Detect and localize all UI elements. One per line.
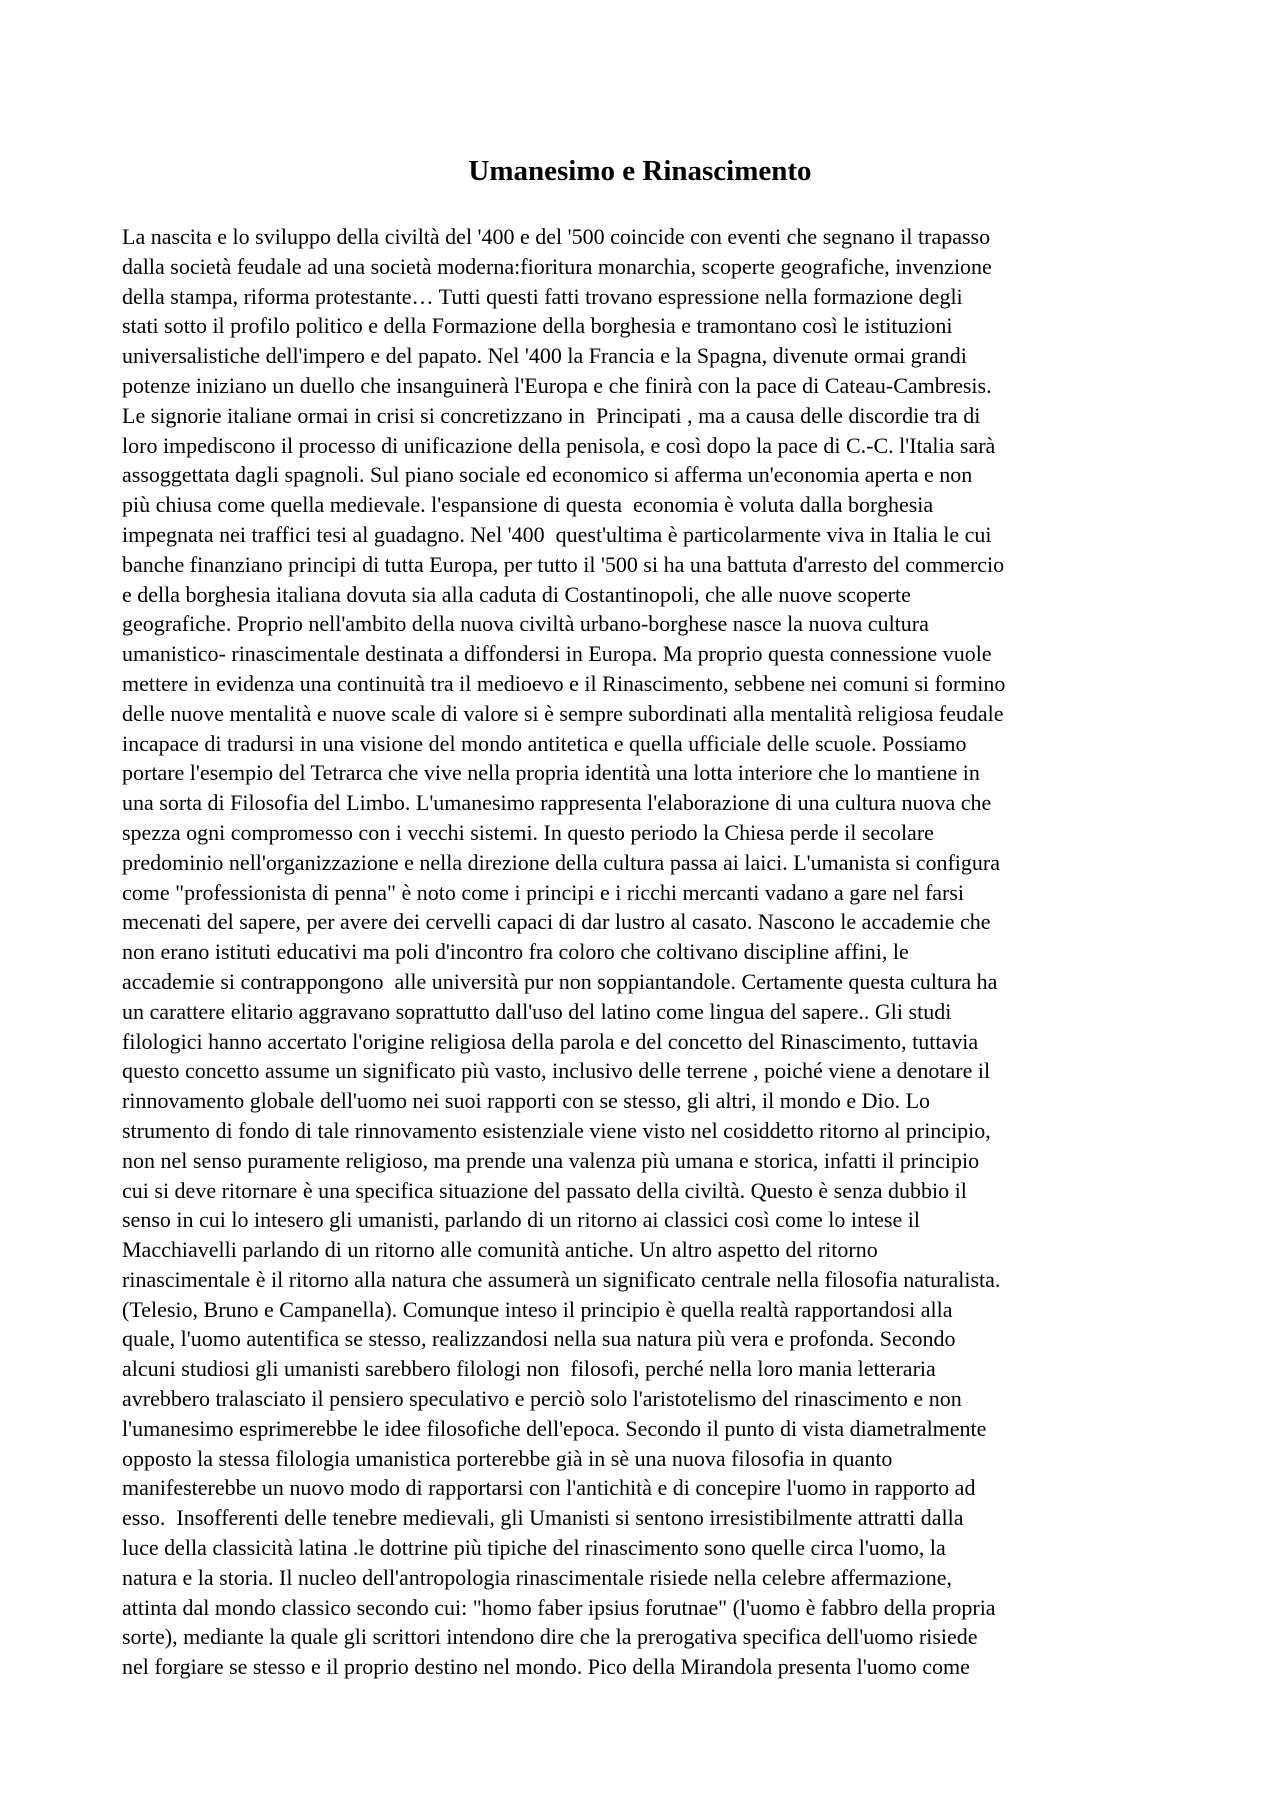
text-line: spezza ogni compromesso con i vecchi sistemi. In questo periodo la Chiesa perde il secolare	[122, 819, 934, 845]
text-line: senso in cui lo intesero gli umanisti, parlando di un ritorno ai classici così come lo intese il	[122, 1207, 920, 1233]
text-line: accademie si contrappongono alle università pur non soppiantandole. Certamente questa cultura ha	[122, 968, 998, 994]
text-line: Le signorie italiane ormai in crisi si concretizzano in Principati , ma a causa delle discordie tra di	[122, 402, 981, 428]
text-line: non nel senso puramente religioso, ma prende una valenza più umana e storica, infatti il principio	[122, 1147, 980, 1173]
text-line: e della borghesia italiana dovuta sia alla caduta di Costantinopoli, che alle nuove scoperte	[122, 581, 911, 607]
text-line: esso. Insofferenti delle tenebre medievali, gli Umanisti si sentono irresistibilmente attratti dalla	[122, 1505, 964, 1531]
text-line: umanistico- rinascimentale destinata a diffondersi in Europa. Ma proprio questa connessione vuole	[122, 641, 992, 667]
text-line: universalistiche dell'impero e del papato. Nel '400 la Francia e la Spagna, divenute ormai grandi	[122, 343, 967, 369]
text-line: assoggettata dagli spagnoli. Sul piano sociale ed economico si afferma un'economia aperta e non	[122, 462, 973, 488]
text-line: sorte), mediante la quale gli scrittori intendono dire che la prerogativa specifica dell'uomo risiede	[122, 1624, 978, 1650]
page-title: Umanesimo e Rinascimento	[468, 155, 812, 187]
text-line: rinnovamento globale dell'uomo nei suoi rapporti con se stesso, gli altri, il mondo e Dio. Lo	[122, 1088, 931, 1114]
text-line: Macchiavelli parlando di un ritorno alle comunità antiche. Un altro aspetto del ritorno	[122, 1237, 878, 1263]
text-line: filologici hanno accertato l'origine religiosa della parola e del concetto del Rinascimento, tuttavia	[122, 1028, 979, 1054]
text-line: La nascita e lo sviluppo della civiltà del '400 e del '500 coincide con eventi che segnano il trapasso	[122, 224, 991, 249]
text-line: mettere in evidenza una continuità tra il medioevo e il Rinascimento, sebbene nei comuni si formino	[122, 670, 1006, 696]
text-line: più chiusa come quella medievale. l'espansione di questa economia è voluta dalla borghesia	[122, 492, 934, 518]
text-line: delle nuove mentalità e nuove scale di valore si è sempre subordinati alla mentalità religiosa feudale	[122, 700, 1004, 726]
text-line: banche finanziano principi di tutta Europa, per tutto il '500 si ha una battuta d'arresto del commercio	[122, 551, 1005, 577]
text-line: cui si deve ritornare è una specifica situazione del passato della civiltà. Questo è senza dubbio il	[122, 1177, 967, 1203]
text-line: attinta dal mondo classico secondo cui: "homo faber ipsius forutnae" (l'uomo è fabbro della propria	[122, 1594, 996, 1620]
text-line: nel forgiare se stesso e il proprio destino nel mondo. Pico della Mirandola presenta l'uomo come	[122, 1654, 970, 1680]
text-line: alcuni studiosi gli umanisti sarebbero filologi non filosofi, perché nella loro mania letteraria	[122, 1356, 936, 1382]
text-line: opposto la stessa filologia umanistica porterebbe già in sè una nuova filosofia in quanto	[122, 1445, 893, 1471]
text-line: come "professionista di penna" è noto come i principi e i ricchi mercanti vadano a gare nel farsi	[122, 879, 965, 905]
text-line: natura e la storia. Il nucleo dell'antropologia rinascimentale risiede nella celebre affermazione,	[122, 1564, 953, 1590]
text-line: impegnata nei traffici tesi al guadagno. Nel '400 quest'ultima è particolarmente viva in Italia le cui	[122, 521, 992, 547]
text-line: manifesterebbe un nuovo modo di rapportarsi con l'antichità e di concepire l'uomo in rapporto ad	[122, 1475, 976, 1501]
text-line: incapace di tradursi in una visione del mondo antitetica e quella ufficiale delle scuole. Possiamo	[122, 730, 967, 756]
text-line: della stampa, riforma protestante… Tutti questi fatti trovano espressione nella formazione degli	[122, 283, 963, 309]
text-line: potenze iniziano un duello che insanguinerà l'Europa e che finirà con la pace di Cateau-Cambresis.	[122, 372, 992, 398]
text-line: (Telesio, Bruno e Campanella). Comunque inteso il principio è quella realtà rapportandosi alla	[122, 1296, 953, 1322]
text-line: avrebbero tralasciato il pensiero speculativo e perciò solo l'aristotelismo del rinascimento e non	[122, 1386, 962, 1412]
body-text	[122, 222, 1162, 1682]
text-line: l'umanesimo esprimerebbe le idee filosofiche dell'epoca. Secondo il punto di vista diametralmente	[122, 1415, 987, 1441]
text-line: una sorta di Filosofia del Limbo. L'umanesimo rappresenta l'elaborazione di una cultura nuova che	[122, 790, 992, 816]
text-line: stati sotto il profilo politico e della Formazione della borghesia e tramontano così le istituzioni	[122, 313, 953, 339]
text-line: mecenati del sapere, per avere dei cervelli capaci di dar lustro al casato. Nascono le accademie che	[122, 909, 991, 935]
text-line: portare l'esempio del Tetrarca che vive nella propria identità una lotta interiore che lo mantiene in	[122, 760, 980, 786]
text-line: quale, l'uomo autentifica se stesso, realizzandosi nella sua natura più vera e profonda. Secondo	[122, 1326, 956, 1352]
text-line: rinascimentale è il ritorno alla natura che assumerà un significato centrale nella filosofia naturalista.	[122, 1266, 1001, 1292]
text-line: questo concetto assume un significato più vasto, inclusivo delle terrene , poiché viene a denotare il	[122, 1058, 991, 1084]
text-line: predominio nell'organizzazione e nella direzione della cultura passa ai laici. L'umanista si configura	[122, 849, 1001, 875]
text-line: un carattere elitario aggravano soprattutto dall'uso del latino come lingua del sapere.. Gli studi	[122, 998, 952, 1024]
text-line: loro impediscono il processo di unificazione della penisola, e così dopo la pace di C.-C. l'Italia sarà	[122, 432, 996, 458]
text-line: luce della classicità latina .le dottrine più tipiche del rinascimento sono quelle circa l'uomo, la	[122, 1535, 946, 1561]
text-line: strumento di fondo di tale rinnovamento esistenziale viene visto nel cosiddetto ritorno al principio,	[122, 1117, 991, 1143]
text-line: non erano istituti educativi ma poli d'incontro fra coloro che coltivano discipline affini, le	[122, 939, 909, 965]
text-line: geografiche. Proprio nell'ambito della nuova civiltà urbano-borghese nasce la nuova cultura	[122, 611, 929, 637]
text-line: dalla società feudale ad una società moderna:fioritura monarchia, scoperte geografiche, invenzione	[122, 253, 992, 279]
